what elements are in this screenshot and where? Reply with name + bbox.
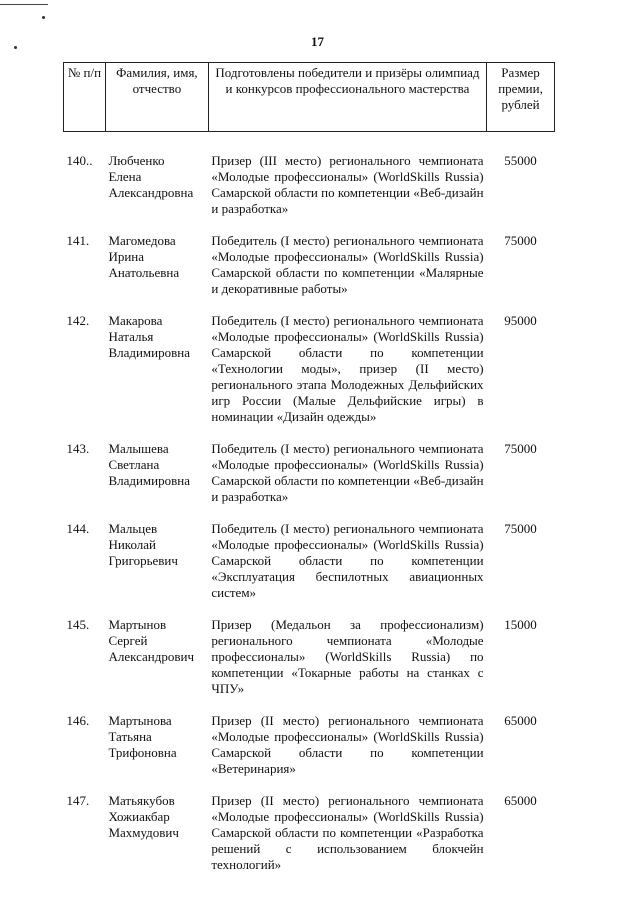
header-name: Фамилия, имя, отчество [105, 63, 208, 132]
name-part: Магомедова [108, 233, 176, 248]
name-part: Макарова [108, 313, 163, 328]
page-number: 17 [311, 34, 324, 49]
award-description: Победитель (I место) регионального чемпионата «Молодые профессионалы» (WorldSkills Russia) Самарской области по компетенции «Веб-дизайн и разработка» [211, 441, 484, 504]
person-name [105, 313, 208, 441]
name-part: Александровна [108, 185, 194, 200]
person-name [105, 233, 208, 313]
person-name [105, 153, 208, 233]
name-part: Малышева [108, 441, 169, 456]
name-part: Хожиакбар [108, 809, 170, 824]
name-part: Елена [108, 169, 142, 184]
person-name [105, 521, 208, 617]
header-description: Подготовлены победители и призёры олимпиад и конкурсов профессионального мастерства [208, 63, 486, 132]
table-row [64, 521, 555, 617]
row-number: 145. [66, 617, 90, 632]
name-part: Мартынова [108, 713, 172, 728]
name-part: Татьяна [108, 729, 152, 744]
person-name [105, 793, 208, 889]
table-row [64, 153, 555, 233]
name-part: Любченко [108, 153, 165, 168]
header-number: № п/п [64, 63, 106, 132]
table-header-row [64, 63, 555, 132]
table-body [64, 132, 555, 890]
name-part: Мартынов [108, 617, 167, 632]
prize-amount: 75000 [504, 233, 537, 248]
header-prize: Размер премии, рублей [487, 63, 555, 132]
table-row [64, 713, 555, 793]
person-name [105, 441, 208, 521]
row-number: 140.. [66, 153, 93, 168]
table-row [64, 441, 555, 521]
table-row [64, 617, 555, 713]
prize-amount: 65000 [504, 793, 537, 808]
award-description: Призер (Медальон за профессионализм) регионального чемпионата «Молодые профессионалы» (WorldSkills Russia) по компетенции «Токарные работы на станках с ЧПУ» [211, 617, 484, 696]
award-description: Призер (III место) регионального чемпионата «Молодые профессионалы» (WorldSkills Russia) Самарской области по компетенции «Веб-дизайн и разработка» [211, 153, 484, 216]
prize-amount: 15000 [504, 617, 537, 632]
row-number: 143. [66, 441, 90, 456]
name-part: Матьякубов [108, 793, 175, 808]
table-row [64, 793, 555, 889]
name-part: Махмудович [108, 825, 179, 840]
scan-speck [42, 16, 45, 19]
table-row [64, 233, 555, 313]
name-part: Мальцев [108, 521, 158, 536]
table-row [64, 313, 555, 441]
row-number: 142. [66, 313, 90, 328]
name-part: Анатольевна [108, 265, 180, 280]
name-part: Наталья [108, 329, 154, 344]
prize-amount: 75000 [504, 521, 537, 536]
prize-amount: 65000 [504, 713, 537, 728]
name-part: Николай [108, 537, 156, 552]
name-part: Владимировна [108, 345, 190, 360]
row-number: 147. [66, 793, 90, 808]
awards-table [63, 62, 555, 889]
name-part: Владимировна [108, 473, 190, 488]
prize-amount: 75000 [504, 441, 537, 456]
person-name [105, 617, 208, 713]
name-part: Григорьевич [108, 553, 178, 568]
award-description: Призер (II место) регионального чемпионата «Молодые профессионалы» (WorldSkills Russia) Самарской области по компетенции «Разработка решений с использованием блокчейн технологий» [211, 793, 484, 872]
name-part: Ирина [108, 249, 145, 264]
scan-edge-line [0, 4, 48, 5]
prize-amount: 55000 [504, 153, 537, 168]
name-part: Светлана [108, 457, 160, 472]
name-part: Сергей [108, 633, 148, 648]
row-number: 144. [66, 521, 90, 536]
prize-amount: 95000 [504, 313, 537, 328]
award-description: Призер (II место) регионального чемпионата «Молодые профессионалы» (WorldSkills Russia) Самарской области по компетенции «Ветеринария» [211, 713, 484, 776]
award-description: Победитель (I место) регионального чемпионата «Молодые профессионалы» (WorldSkills Russia) Самарской области по компетенции «Технологии моды», призер (II место) регионального этапа Молодежных Дельфийских игр России (Малые Дельфийские игры) в номинации «Дизайн одежды» [211, 313, 484, 424]
row-number: 141. [66, 233, 90, 248]
award-description: Победитель (I место) регионального чемпионата «Молодые профессионалы» (WorldSkills Russia) Самарской области по компетенции «Эксплуатация беспилотных авиационных систем» [211, 521, 484, 600]
spacer-row [64, 132, 555, 154]
award-description: Победитель (I место) регионального чемпионата «Молодые профессионалы» (WorldSkills Russia) Самарской области по компетенции «Малярные и декоративные работы» [211, 233, 484, 296]
row-number: 146. [66, 713, 90, 728]
name-part: Александрович [108, 649, 194, 664]
name-part: Трифоновна [108, 745, 177, 760]
person-name [105, 713, 208, 793]
